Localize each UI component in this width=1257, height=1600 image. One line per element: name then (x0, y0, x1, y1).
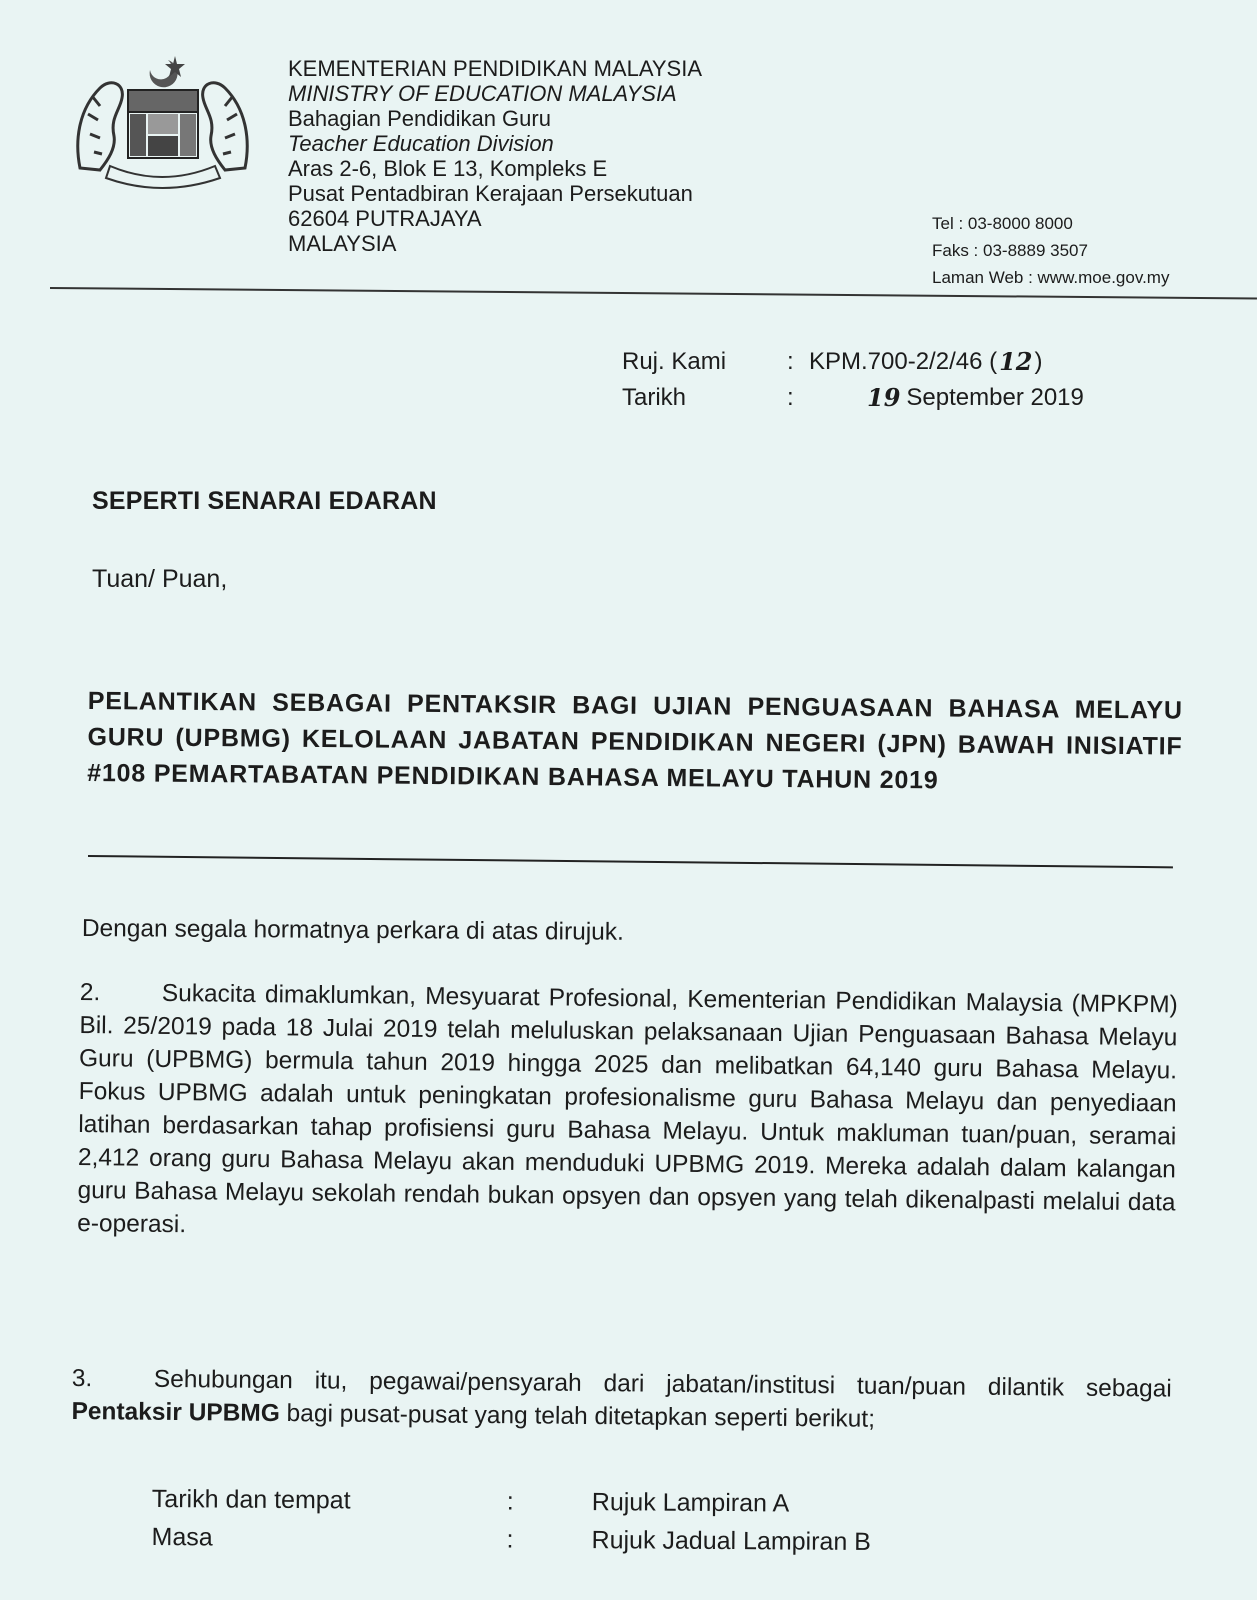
reference-close: ) (1034, 348, 1043, 375)
paragraph-3-text-start: Sehubungan itu, pegawai/pensyarah dari jabatan/institusi tuan/puan dilantik sebagai (153, 1365, 1172, 1403)
subject-underline (88, 855, 1173, 868)
paragraph-3-text-end: bagi pusat-pusat yang telah ditetapkan seperti berikut; (279, 1399, 876, 1433)
details-list (151, 1480, 871, 1561)
letterhead-line-country: MALAYSIA (288, 231, 397, 256)
details-value: Rujuk Lampiran A (591, 1488, 790, 1518)
details-colon: : (506, 1487, 514, 1516)
letterhead-line-ministry-en: MINISTRY OF EDUCATION MALAYSIA (288, 81, 677, 106)
details-label: Masa (151, 1522, 213, 1552)
ministry-letterhead (288, 56, 702, 256)
reference-handwritten-number: 12 (999, 347, 1033, 376)
reference-row (622, 344, 1084, 380)
letterhead-line-address-2: Pusat Pentadbiran Kerajaan Persekutuan (288, 181, 693, 206)
date-colon: : (787, 384, 794, 411)
contact-info (932, 210, 1169, 291)
date-value: September 2019 (906, 384, 1084, 411)
details-value: Rujuk Jadual Lampiran B (591, 1526, 872, 1557)
salutation: Tuan/ Puan, (92, 565, 228, 593)
paragraph-2-number: 2. (79, 978, 101, 1007)
contact-tel: Tel : 03-8000 8000 (932, 214, 1073, 233)
reference-label: Ruj. Kami (622, 348, 727, 375)
paragraph-2-text: Sukacita dimaklumkan, Mesyuarat Profesional, Kementerian Pendidikan Malaysia (MPKPM) Bil. 25/2019 pada 18 Julai 2019 telah meluluskan pelaksanaan Ujian Penguasaan Bahasa Melayu Guru (UPBMG) bermula tahun 2019 hingga 2025 dan melibatkan 64,140 guru Bahasa Melayu. Fokus UPBMG adalah untuk peningkatan profesionalisme guru Bahasa Melayu dan penyediaan latihan berdasarkan tahap profisiensi guru Bahasa Melayu. Untuk makluman tuan/puan, seramai 2,412 orang guru Bahasa Melayu akan menduduki UPBMG 2019. Mereka adalah dalam kalangan guru Bahasa Melayu sekolah rendah bukan opsyen dan opsyen yang telah dikenalpasti melalui data e-operasi. (77, 979, 1178, 1239)
reference-value: KPM.700-2/2/46 ( (809, 348, 998, 375)
paragraph-1: Dengan segala hormatnya perkara di atas dirujuk. (81, 914, 625, 946)
details-row-date-place (152, 1480, 872, 1523)
details-label: Tarikh dan tempat (151, 1484, 351, 1515)
letterhead-line-division-en: Teacher Education Division (288, 131, 554, 156)
reference-block (622, 344, 1084, 416)
letterhead-line-postcode: 62604 PUTRAJAYA (288, 206, 482, 231)
contact-fax: Faks : 03-8889 3507 (932, 241, 1088, 260)
coat-of-arms-logo (70, 48, 255, 193)
letterhead-line-address-1: Aras 2-6, Blok E 13, Kompleks E (288, 156, 608, 181)
paragraph-3-bold-term: Pentaksir UPBMG (71, 1397, 280, 1427)
details-colon: : (506, 1525, 514, 1554)
date-label: Tarikh (622, 384, 687, 411)
date-row (622, 380, 1084, 416)
letterhead-line-ministry-ms: KEMENTERIAN PENDIDIKAN MALAYSIA (288, 56, 703, 81)
recipient-heading: SEPERTI SENARAI EDARAN (92, 487, 437, 515)
subject-title: PELANTIKAN SEBAGAI PENTAKSIR BAGI UJIAN PENGUASAAN BAHASA MELAYU GURU (UPBMG) KELOLAAN JABATAN PENDIDIKAN NEGERI (JPN) BAWAH INISIATIF #108 PEMARTABATAN PENDIDIKAN BAHASA MELAYU TAHUN 2019 (87, 686, 1183, 795)
paragraph-3-number: 3. (71, 1364, 93, 1393)
details-row-time (151, 1518, 871, 1561)
date-handwritten-day: 19 (867, 383, 901, 412)
paragraph-2 (77, 976, 1178, 1252)
reference-colon: : (787, 348, 794, 375)
paragraph-3 (71, 1362, 1172, 1439)
contact-web: Laman Web : www.moe.gov.my (932, 268, 1170, 287)
letterhead-line-division-ms: Bahagian Pendidikan Guru (288, 106, 551, 131)
